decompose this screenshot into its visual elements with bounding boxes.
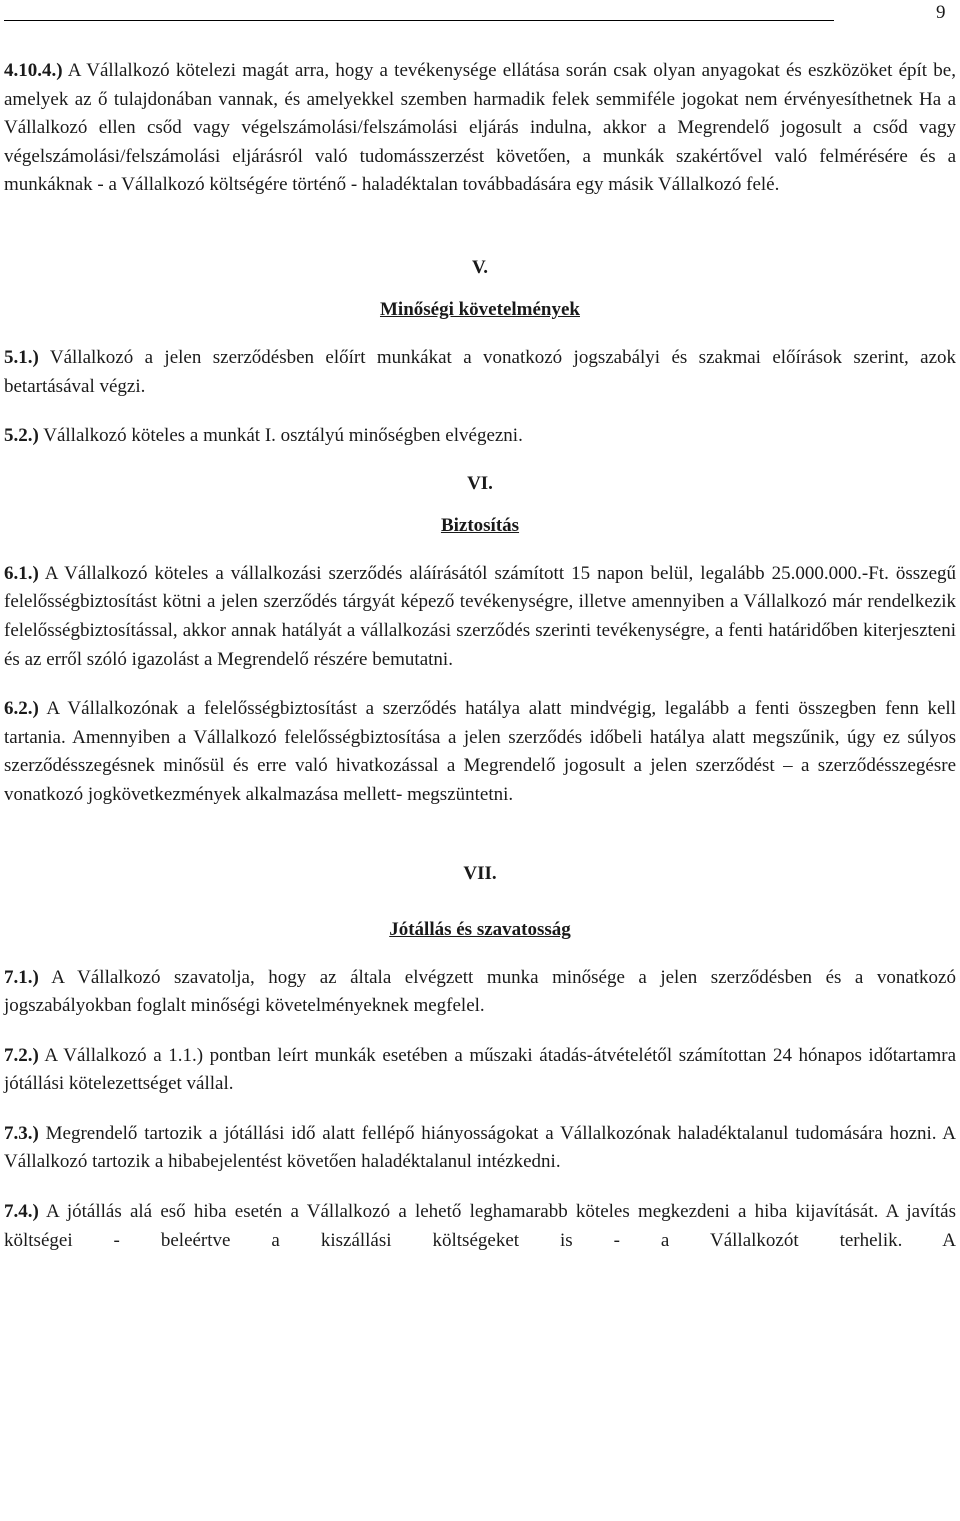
section-6-title: Biztosítás	[440, 514, 520, 536]
paragraph-7-2	[4, 1042, 956, 1099]
paragraph-text: A Vállalkozónak a felelősségbiztosítást a szerződés hatálya alatt mindvégig, legalább a fenti összegben fenn kell tartania. Amennyiben a Vállalkozó felelősségbiztosítása a jelen szerződés időbeli hatálya alatt megszűnik, úgy ez súlyos szerződésszegésnek minősül és erre való hivatkozással a Megrendelő jogosult a jelen szerződést – a szerződésszegésre vonatkozó jogkövetkezmények alkalmazása mellett- megszüntetni.	[4, 698, 956, 805]
paragraph-number: 6.1.)	[4, 562, 39, 584]
paragraph-5-2	[4, 422, 956, 451]
paragraph-4-10-4	[4, 57, 956, 200]
page-number: 9	[936, 2, 946, 23]
section-7-number: VII.	[463, 862, 497, 884]
paragraph-number: 7.2.)	[4, 1044, 39, 1066]
paragraph-number: 7.4.)	[4, 1201, 39, 1223]
section-5-title: Minőségi követelmények	[379, 298, 580, 320]
paragraph-number: 5.2.)	[4, 425, 39, 447]
paragraph-7-4	[4, 1198, 956, 1255]
section-5-number: V.	[471, 256, 489, 278]
paragraph-7-3	[4, 1120, 956, 1177]
paragraph-text: A Vállalkozó kötelezi magát arra, hogy a tevékenysége ellátása során csak olyan anyagokat és eszközöket épít be, amelyek az ő tulajdonában vannak, és amelyekkel szemben harmadik felek semmiféle jogokat nem érvényesíthetnek Ha a Vállalkozó ellen csőd vagy végelszámolási/felszámolási eljárás indulna, akkor a Megrendelő jogosult a csőd vagy végelszámolási/felszámolási eljárásról való tudomásszerzést követően, a munkák szakértővel való felmérésére és a munkáknak - a Vállalkozó költségére történő - haladéktalan továbbadására egy másik Vállalkozó felé.	[4, 60, 956, 196]
paragraph-number: 7.1.)	[4, 966, 39, 988]
paragraph-5-1	[4, 344, 956, 401]
paragraph-text: A Vállalkozó szavatolja, hogy az általa elvégzett munka minősége a jelen szerződésben és a vonatkozó jogszabályokban foglalt minőségi követelményeknek megfelel.	[4, 966, 956, 1017]
paragraph-number: 7.3.)	[4, 1122, 39, 1144]
paragraph-6-1	[4, 560, 956, 674]
paragraph-6-2	[4, 695, 956, 809]
paragraph-text: Megrendelő tartozik a jótállási idő alatt fellépő hiányosságokat a Vállalkozónak haladéktalanul tudomására hozni. A Vállalkozó tartozik a hibabejelentést követően haladéktalanul intézkedni.	[4, 1122, 956, 1173]
section-7-title: Jótállás és szavatosság	[389, 918, 571, 940]
document-body	[4, 57, 956, 1255]
paragraph-text: Vállalkozó köteles a munkát I. osztályú minőségben elvégezni.	[38, 425, 523, 447]
paragraph-7-1	[4, 964, 956, 1021]
section-6-number: VI.	[467, 472, 493, 494]
paragraph-text: A jótállás alá eső hiba esetén a Vállalkozó a lehető leghamarabb köteles megkezdeni a hiba kijavítását. A javítás költségei - beleértve a kiszállási költségeket is - a Vállalkozót terhelik. A	[4, 1201, 956, 1251]
paragraph-number: 5.1.)	[4, 346, 39, 368]
paragraph-number: 6.2.)	[4, 698, 39, 720]
paragraph-text: Vállalkozó a jelen szerződésben előírt munkákat a vonatkozó jogszabályi és szakmai előírások szerint, azok betartásával végzi.	[4, 346, 956, 397]
paragraph-text: A Vállalkozó köteles a vállalkozási szerződés aláírásától számított 15 napon belül, legalább 25.000.000.-Ft. összegű felelősségbiztosítást kötni a jelen szerződés tárgyát képező tevékenységre, illetve amennyiben a Vállalkozó már rendelkezik felelősségbiztosítással, akkor annak hatályát a vállalkozási szerződés szerinti tevékenységre, a fenti határidőben kiterjeszteni és az erről szóló igazolást a Megrendelő részére bemutatni.	[4, 562, 956, 670]
header-rule	[4, 20, 834, 21]
paragraph-number: 4.10.4.)	[4, 60, 63, 81]
paragraph-text: A Vállalkozó a 1.1.) pontban leírt munkák esetében a műszaki átadás-átvételétől számítottan 24 hónapos időtartamra jótállási kötelezettséget vállal.	[4, 1044, 956, 1095]
